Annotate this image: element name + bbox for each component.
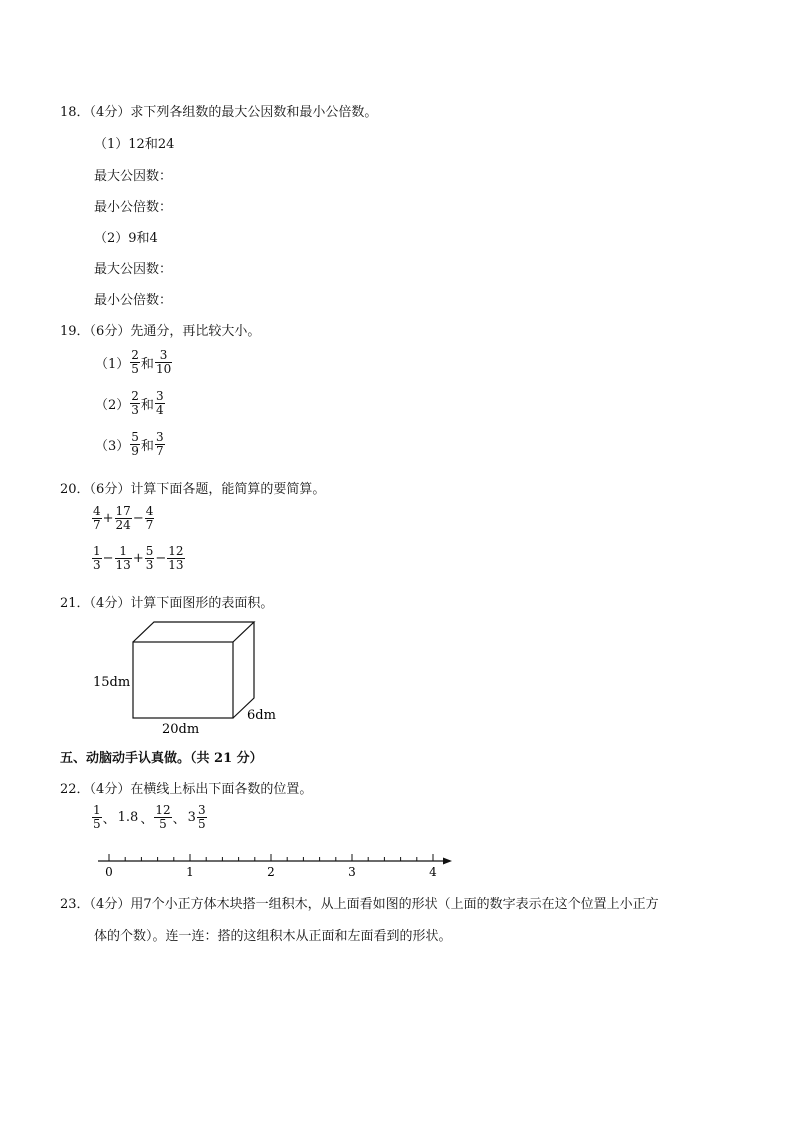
tick-label: 2 bbox=[267, 865, 275, 879]
tick-label: 1 bbox=[186, 865, 194, 879]
cuboid-top-face bbox=[133, 622, 254, 642]
q18-lcm2: 最小公倍数： bbox=[94, 293, 173, 308]
q18-gcd1: 最大公因数： bbox=[94, 169, 173, 184]
height-label: 15dm bbox=[93, 675, 131, 690]
arrow-head bbox=[443, 858, 452, 865]
section-5-title: 五、动脑动手认真做。（共 21 分） bbox=[60, 751, 263, 766]
cuboid-diagram bbox=[90, 615, 290, 740]
tick-label: 4 bbox=[429, 865, 437, 879]
q19-title: 19．（6分）先通分，再比较大小。 bbox=[60, 324, 261, 339]
q23-line1: 23．（4分）用7个小正方体木块搭一组积木，从上面看如图的形状（上面的数字表示在这个位置上小正方 bbox=[60, 897, 659, 912]
item-label: （3） bbox=[95, 439, 130, 454]
fraction: $\frac{3}{10}$ bbox=[155, 348, 172, 376]
item-label: （2） bbox=[95, 398, 130, 413]
cuboid-front-face bbox=[133, 642, 233, 718]
item-label: （1） bbox=[95, 357, 130, 372]
q18-part2: （2）9和4 bbox=[94, 231, 158, 246]
q22-numbers: $\frac{1}{5}$ 、 1.8 、 $\frac{12}{5}$ 、 3 $\frac{3}{5}$ bbox=[93, 803, 206, 831]
q23-line2: 体的个数）。连一连：搭的这组积木从正面和左面看到的形状。 bbox=[94, 929, 452, 944]
cuboid-side-face bbox=[233, 622, 254, 718]
q19-item-3: （3） $\frac{5}{9}$ 和 $\frac{3}{7}$ bbox=[95, 430, 164, 458]
q19-item-1: （1） $\frac{2}{5}$ 和 $\frac{3}{10}$ bbox=[95, 348, 172, 376]
q19-item-2: （2） $\frac{2}{3}$ 和 $\frac{3}{4}$ bbox=[95, 389, 164, 417]
fraction: $\frac{2}{5}$ bbox=[131, 348, 139, 376]
length-label: 20dm bbox=[162, 722, 200, 737]
fraction: $\frac{3}{7}$ bbox=[155, 430, 164, 458]
q20-expression-2: $\frac{1}{3}$ − $\frac{1}{13}$ + $\frac{5}{3}$ − $\frac{12}{13}$ bbox=[93, 544, 184, 572]
q21-title: 21．（4分）计算下面图形的表面积。 bbox=[60, 596, 274, 611]
width-label: 6dm bbox=[247, 708, 276, 723]
q20-title: 20．（6分）计算下面各题，能简算的要简算。 bbox=[60, 482, 326, 497]
tick-label: 0 bbox=[105, 865, 113, 879]
fraction: $\frac{5}{9}$ bbox=[131, 430, 139, 458]
q20-expression-1: $\frac{4}{7}$ + $\frac{17}{24}$ − $\frac{4}{7}$ bbox=[93, 504, 154, 532]
q18-part1: （1）12和24 bbox=[94, 137, 175, 152]
fraction: $\frac{2}{3}$ bbox=[131, 389, 139, 417]
number-line bbox=[92, 848, 462, 880]
q22-title: 22．（4分）在横线上标出下面各数的位置。 bbox=[60, 782, 313, 797]
q18-lcm1: 最小公倍数： bbox=[94, 200, 173, 215]
tick-label: 3 bbox=[348, 865, 356, 879]
q18-title: 18．（4分）求下列各组数的最大公因数和最小公倍数。 bbox=[60, 105, 378, 120]
fraction: $\frac{3}{4}$ bbox=[155, 389, 164, 417]
q18-gcd2: 最大公因数： bbox=[94, 262, 173, 277]
